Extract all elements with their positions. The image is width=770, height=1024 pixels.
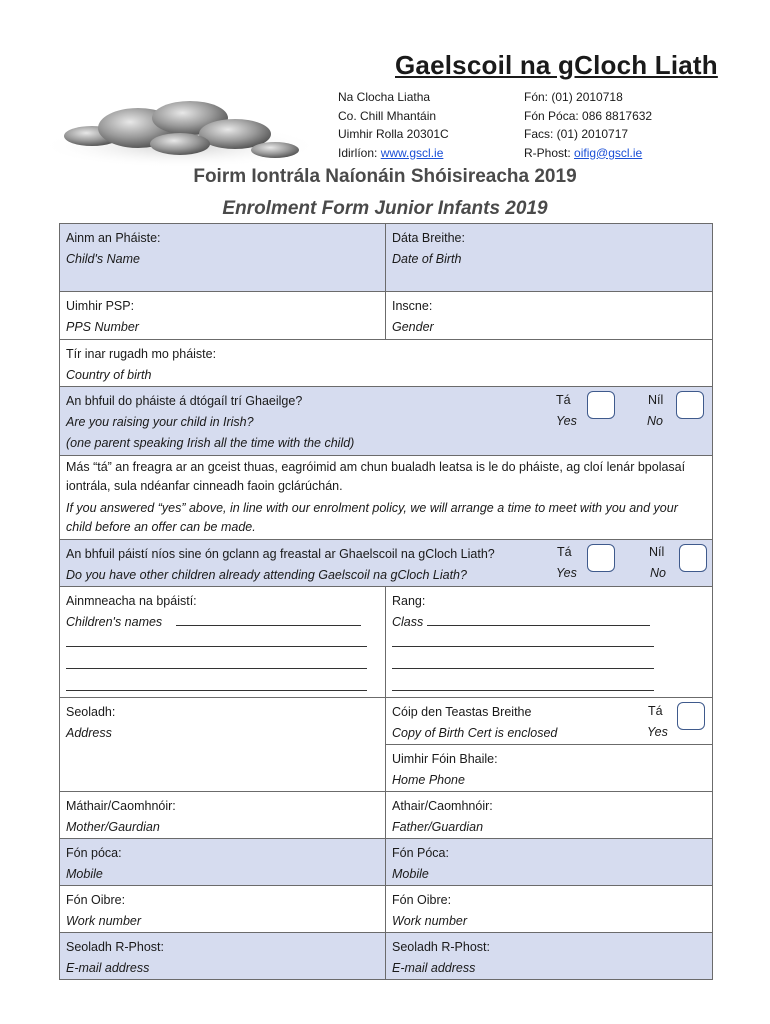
address-line-1: Na Clocha Liatha (338, 90, 431, 104)
siblings-no-checkbox[interactable] (679, 544, 707, 572)
mother-work-field[interactable] (59, 885, 386, 933)
home-phone-label-ga: Uimhir Fóin Bhaile: (392, 752, 498, 766)
gender-label-en: Gender (392, 320, 434, 334)
irish-yes-label-ga: Tá (556, 393, 571, 407)
mother-email-field[interactable] (59, 932, 386, 980)
birth-cert-yes-label-ga: Tá (648, 704, 663, 718)
mother-work-label-ga: Fón Oibre: (66, 893, 126, 907)
home-phone-field[interactable] (385, 744, 713, 792)
address-field[interactable] (59, 697, 386, 792)
class-line-1[interactable] (427, 625, 650, 626)
pps-field[interactable] (59, 291, 386, 340)
siblings-yes-label-en: Yes (556, 563, 577, 584)
birth-cert-label-ga: Cóip den Teastas Breithe (392, 705, 532, 719)
contact-address (338, 88, 449, 162)
class-line-2[interactable] (392, 646, 654, 647)
irish-no-label-ga: Níl (648, 393, 664, 407)
father-email-label-ga: Seoladh R-Phost: (392, 940, 490, 954)
web-label: Idirlíon: (338, 145, 381, 160)
fax-line: Facs: (01) 2010717 (524, 127, 629, 141)
school-name: Gaelscoil na gCloch Liath (395, 50, 718, 80)
dob-label-ga: Dáta Breithe: (392, 231, 465, 245)
policy-note-ga: Más “tá” an freagra ar an gceist thuas, eagróimid am chun bualadh leatsa is le do pháiste, ag cloí lenár bpolasaí iontrála, sula ndéanfar cinneadh faoin gclárúchán. (66, 460, 686, 493)
class-line-4[interactable] (392, 690, 654, 691)
father-work-field[interactable] (385, 885, 713, 933)
home-phone-label-en: Home Phone (392, 773, 465, 787)
address-line-2: Co. Chill Mhantáin (338, 108, 437, 123)
father-work-label-ga: Fón Oibre: (392, 893, 452, 907)
mobile-line: Fón Póca: 086 8817632 (524, 108, 653, 123)
email-link[interactable]: oifig@gscl.ie (574, 145, 643, 160)
class-label-ga: Rang: (392, 594, 426, 608)
father-label-ga: Athair/Caomhnóir: (392, 799, 493, 813)
father-work-label-en: Work number (392, 914, 468, 928)
gender-label-ga: Inscne: (392, 299, 433, 313)
children-names-label-ga: Ainmneacha na bpáistí: (66, 594, 197, 608)
phone-line: Fón: (01) 2010718 (524, 90, 623, 104)
mother-email-label-en: E-mail address (66, 961, 150, 975)
father-mobile-label-ga: Fón Póca: (392, 846, 449, 860)
mother-field[interactable] (59, 791, 386, 839)
mother-mobile-label-ga: Fón póca: (66, 846, 122, 860)
irish-question-en: Are you raising your child in Irish? (66, 415, 254, 429)
country-field[interactable] (59, 339, 713, 387)
irish-yes-label-en: Yes (556, 414, 577, 428)
policy-note (59, 455, 713, 540)
mother-label-ga: Máthair/Caomhnóir: (66, 799, 176, 813)
children-names-line-4[interactable] (66, 690, 367, 691)
irish-no-checkbox[interactable] (676, 391, 704, 419)
father-label-en: Father/Guardian (392, 820, 484, 834)
form-title-english: Enrolment Form Junior Infants 2019 (222, 198, 548, 219)
father-field[interactable] (385, 791, 713, 839)
policy-note-en: If you answered “yes” above, in line with our enrolment policy, we will arrange a time to meet with you and your child before an offer can be made. (66, 501, 678, 534)
child-name-field[interactable] (59, 223, 386, 292)
pps-label-en: PPS Number (66, 320, 139, 334)
birth-cert-checkbox[interactable] (677, 702, 705, 730)
father-email-label-en: E-mail address (392, 961, 476, 975)
class-field[interactable] (385, 586, 713, 698)
stones-logo (30, 78, 320, 173)
children-names-field[interactable] (59, 586, 386, 698)
class-line-3[interactable] (392, 668, 654, 669)
class-label-en: Class (392, 615, 424, 629)
pps-label-ga: Uimhir PSP: (66, 299, 135, 313)
birth-cert-yes-label-en: Yes (647, 725, 668, 739)
email-line (524, 144, 652, 163)
child-name-label-en: Child's Name (66, 252, 140, 266)
form-title-irish: Foirm Iontrála Naíonáin Shóisireacha 2019 (193, 166, 577, 187)
country-label-en: Country of birth (66, 368, 152, 382)
siblings-no-label-ga: Níl (649, 545, 665, 559)
siblings-question-en: Do you have other children already attending Gaelscoil na gCloch Liath? (66, 568, 467, 582)
address-label-en: Address (66, 726, 112, 740)
address-label-ga: Seoladh: (66, 705, 116, 719)
dob-field[interactable] (385, 223, 713, 292)
mother-email-label-ga: Seoladh R-Phost: (66, 940, 164, 954)
father-email-field[interactable] (385, 932, 713, 980)
children-names-line-1[interactable] (176, 625, 361, 626)
mother-mobile-label-en: Mobile (66, 867, 103, 881)
web-link[interactable]: www.gscl.ie (380, 145, 444, 160)
irish-question-note: (one parent speaking Irish all the time with the child) (66, 436, 355, 450)
children-names-line-3[interactable] (66, 668, 367, 669)
contact-phones (524, 88, 652, 162)
mother-work-label-en: Work number (66, 914, 142, 928)
country-label-ga: Tír inar rugadh mo pháiste: (66, 347, 217, 361)
web-line (338, 144, 449, 163)
siblings-no-label-en: No (650, 566, 666, 580)
dob-label-en: Date of Birth (392, 252, 462, 266)
father-mobile-label-en: Mobile (392, 867, 429, 881)
birth-cert-label-en: Copy of Birth Cert is enclosed (392, 726, 558, 740)
child-name-label-ga: Ainm an Pháiste: (66, 231, 161, 245)
irish-question-ga: An bhfuil do pháiste á dtógaíl trí Ghaeilge? (66, 394, 303, 408)
siblings-question-ga: An bhfuil páistí níos sine ón gclann ag freastal ar Ghaelscoil na gCloch Liath? (66, 547, 495, 561)
roll-number: Uimhir Rolla 20301C (338, 127, 449, 141)
irish-no-label-en: No (647, 414, 663, 428)
children-names-label-en: Children's names (66, 615, 163, 629)
father-mobile-field[interactable] (385, 838, 713, 886)
mother-mobile-field[interactable] (59, 838, 386, 886)
email-label: R-Phost: (524, 145, 575, 160)
siblings-yes-label-ga: Tá (557, 542, 572, 563)
siblings-yes-checkbox[interactable] (587, 544, 615, 572)
mother-label-en: Mother/Gaurdian (66, 820, 160, 834)
children-names-line-2[interactable] (66, 646, 367, 647)
gender-field[interactable] (385, 291, 713, 340)
irish-yes-checkbox[interactable] (587, 391, 615, 419)
